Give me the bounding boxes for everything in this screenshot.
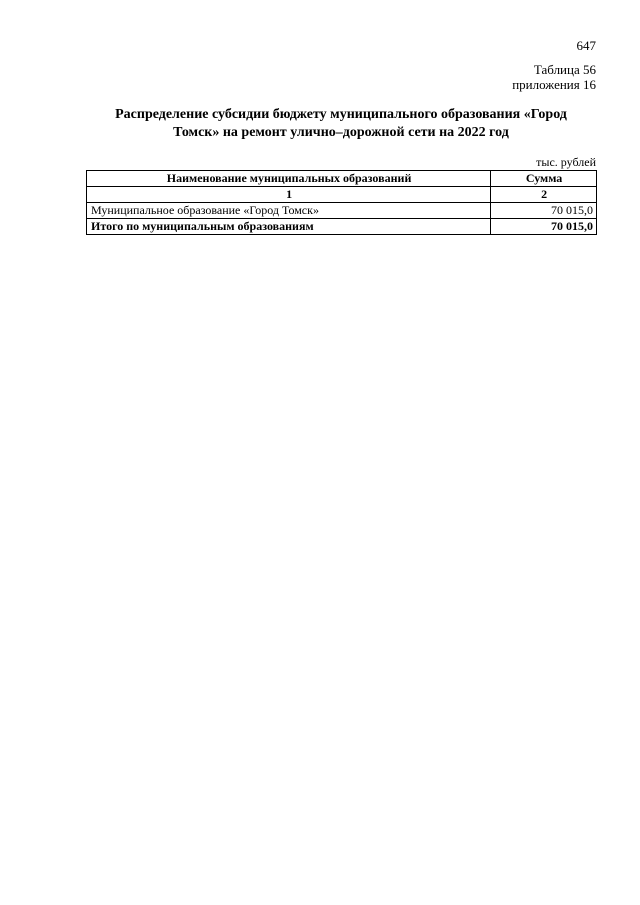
document-title-line-2: Томск» на ремонт улично–дорожной сети на 2022 год <box>173 125 509 140</box>
row-name: Муниципальное образование «Город Томск» <box>87 203 491 219</box>
total-name: Итого по муниципальным образованиям <box>87 219 491 235</box>
total-row <box>87 219 597 235</box>
column-number-name: 1 <box>87 187 491 203</box>
table-reference <box>512 62 596 92</box>
header-name: Наименование муниципальных образований <box>87 171 491 187</box>
row-sum: 70 015,0 <box>491 203 597 219</box>
distribution-table <box>86 170 597 235</box>
document-title-line-1: Распределение субсидии бюджету муниципального образования «Город <box>115 107 567 122</box>
table-reference-line-2: приложения 16 <box>512 77 596 92</box>
units-label: тыс. рублей <box>536 155 596 169</box>
document-title <box>86 106 596 142</box>
table-row <box>87 203 597 219</box>
page-number: 647 <box>576 38 596 53</box>
total-sum: 70 015,0 <box>491 219 597 235</box>
table-header-row <box>87 171 597 187</box>
column-number-sum: 2 <box>491 187 597 203</box>
table-reference-line-1: Таблица 56 <box>533 62 596 77</box>
column-number-row <box>87 187 597 203</box>
header-sum: Сумма <box>491 171 597 187</box>
